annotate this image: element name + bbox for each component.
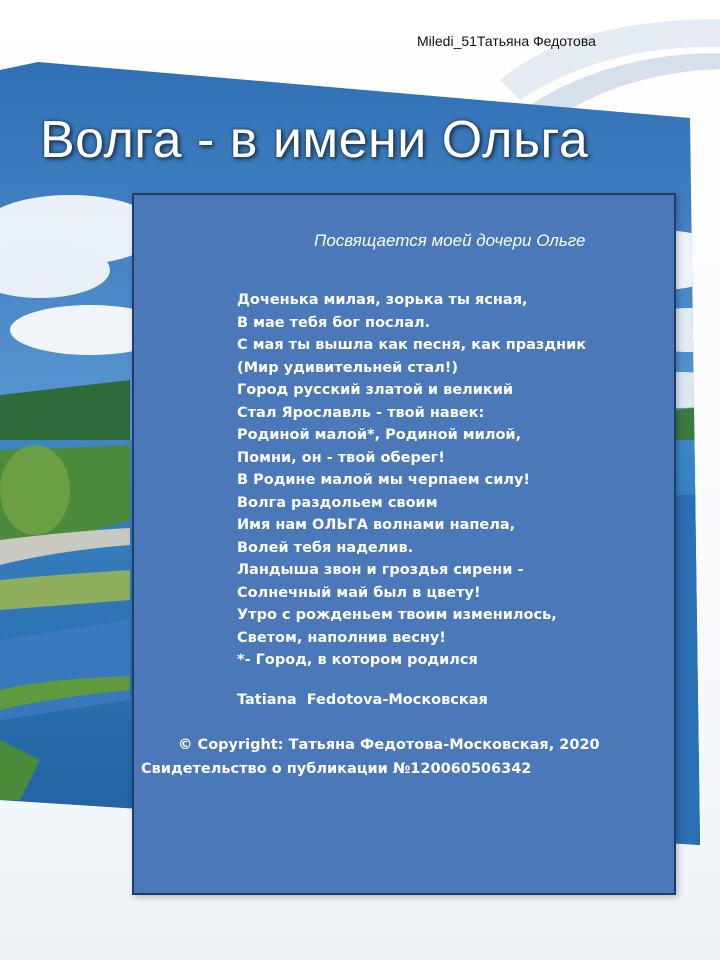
poem-line: Волга раздольем своим <box>237 494 438 511</box>
poem-line: Солнечный май был в цвету! <box>237 584 481 601</box>
poem-line: В Родине малой мы черпаем силу! <box>237 472 531 488</box>
poem-line: Имя нам ОЛЬГА волнами напела, <box>237 517 516 533</box>
poem-line: Утро с рожденьем твоим изменилось, <box>237 607 557 623</box>
poem-line: Волей тебя наделив. <box>237 539 414 556</box>
poem-line: Родиной малой*, Родиной милой, <box>237 427 522 443</box>
dedication-line: Посвящается моей дочери Ольге <box>314 231 586 250</box>
poem-line: (Мир удивительней стал!) <box>237 359 459 376</box>
poem-line: Помни, он - твой оберег! <box>237 449 445 466</box>
copyright-notice: © Copyright: Татьяна Федотова-Московская, 2020 <box>178 737 600 753</box>
poem-line: Стал Ярославль - твой навек: <box>237 404 485 421</box>
page-title: Волга - в имени Ольга <box>40 111 589 169</box>
poem-line: Ландыша звон и гроздья сирени - <box>237 562 524 578</box>
poem-footnote: *- Город, в котором родился <box>237 652 478 668</box>
poem-text <box>237 289 586 672</box>
author-tag: Miledi_51Татьяна Федотова <box>417 33 596 49</box>
poem-line: В мае тебя бог послал. <box>237 314 431 331</box>
poem-line: Доченька милая, зорька ты ясная, <box>237 292 528 308</box>
poem-line: Светом, наполнив весну! <box>237 629 446 646</box>
poem-line: Город русский златой и великий <box>237 382 514 398</box>
author-signature: Tatiana Fedotova-Московская <box>237 692 488 708</box>
publication-certificate: Свидетельство о публикации №120060506342 <box>141 761 532 777</box>
poem-line: С мая ты вышла как песня, как праздник <box>237 337 587 353</box>
